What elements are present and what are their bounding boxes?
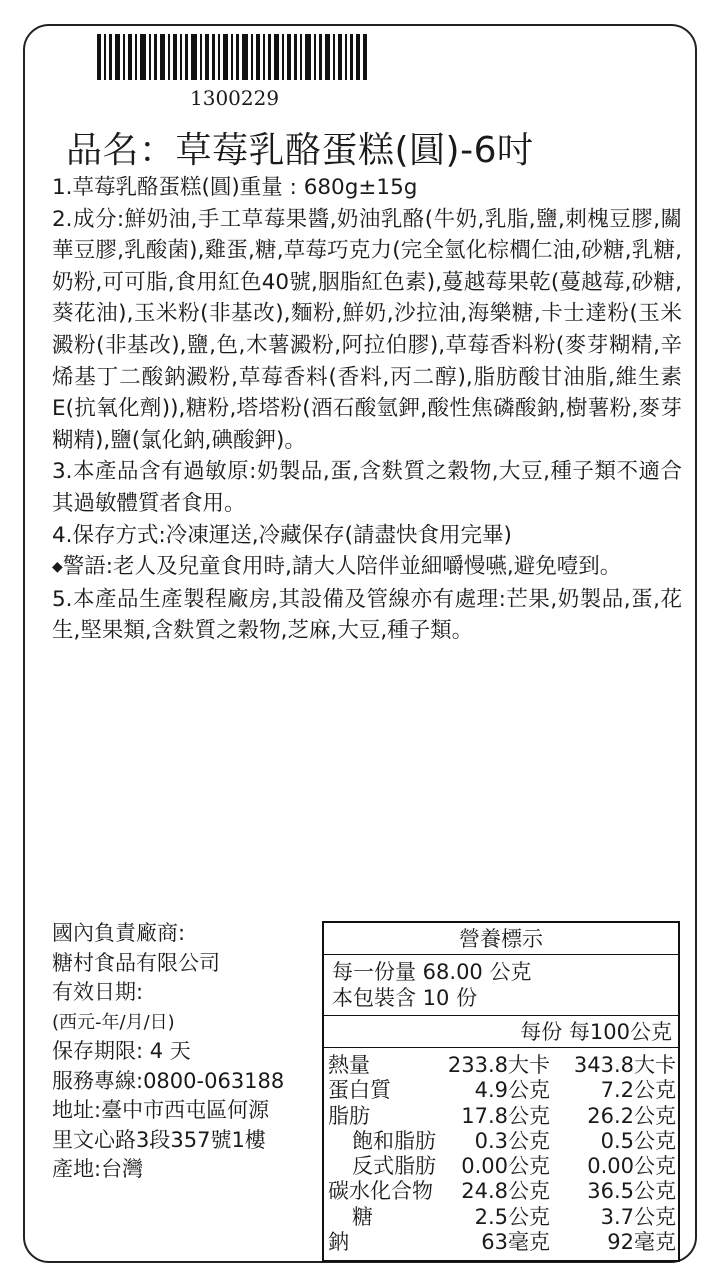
divider (324, 1047, 678, 1048)
nutrient-per-serving: 233.8大卡 (447, 1053, 550, 1077)
nutrition-title: 營養標示 (324, 923, 678, 955)
col-per-100g: 每100公克 (568, 1020, 672, 1044)
nutrient-per-100g: 0.5公克 (600, 1128, 676, 1153)
nutrient-per-100g: 3.7公克 (600, 1204, 676, 1229)
nutrient-per-serving: 17.8公克 (461, 1103, 550, 1128)
nutrient-per-serving: 0.00公克 (461, 1154, 550, 1179)
weight-line: 1.草莓乳酪蛋糕(圓)重量 : 680g±15g (52, 175, 418, 200)
manufacturer-name: 糖村食品有限公司 (52, 950, 220, 975)
nutrient-name: 反式脂肪 (352, 1154, 436, 1179)
nutrient-name: 糖 (352, 1204, 373, 1229)
barcode (97, 34, 367, 80)
nutrient-name: 飽和脂肪 (352, 1128, 436, 1153)
servings-per-pack: 本包裝含 10 份 (332, 986, 478, 1010)
expiry-label: 有效日期: (52, 980, 144, 1004)
nutrient-per-100g: 7.2公克 (600, 1078, 676, 1103)
nutrition-row (328, 1230, 676, 1255)
manufacturer-label: 國內負責廠商: (52, 921, 186, 945)
nutrient-per-100g: 92毫克 (607, 1230, 676, 1255)
nutrient-per-serving: 2.5公克 (474, 1204, 550, 1229)
nutrition-row (328, 1205, 676, 1230)
nutrition-row (328, 1053, 676, 1078)
nutrient-per-serving: 24.8公克 (461, 1179, 550, 1204)
serving-size: 每一份量 68.00 公克 (332, 960, 532, 984)
product-title: 品名：草莓乳酪蛋糕(圓)-6吋 (66, 130, 534, 171)
ingredients: 2.成分:鮮奶油,手工草莓果醬,奶油乳酪(牛奶,乳脂,鹽,刺槐豆膠,關華豆膠,乳酸菌),雞蛋,糖,草莓巧克力(完全氫化棕櫚仁油,砂糖,乳糖,奶粉,可可脂,食用紅色40號,胭脂紅色素),蔓越莓果乾(蔓越莓,砂糖,葵花油),玉米粉(非基改),麵粉,鮮奶,沙拉油,海樂糖,卡士達粉(玉米澱粉(非基改),鹽,色,木薯澱粉,阿拉伯膠),草莓香料粉(麥芽糊精,辛烯基丁二酸鈉澱粉,草莓香料(香料,丙二醇),脂肪酸甘油脂,維生素E(抗氧化劑)),糖粉,塔塔粉(酒石酸氫鉀,酸性焦磷酸鈉,樹薯粉,麥芽糊精),鹽(氯化鈉,碘酸鉀)。 (52, 206, 682, 453)
nutrition-row (328, 1078, 676, 1103)
nutrient-name: 脂肪 (328, 1103, 370, 1128)
warning-notice (52, 551, 682, 584)
address-line-2: 里文心路3段357號1樓 (52, 1127, 266, 1152)
nutrient-name: 碳水化合物 (328, 1179, 433, 1204)
shelf-life: 保存期限: 4 天 (52, 1039, 191, 1063)
nutrient-per-serving: 4.9公克 (474, 1078, 550, 1103)
company-info (52, 919, 322, 1185)
nutrition-row (328, 1179, 676, 1204)
nutrition-row (328, 1154, 676, 1179)
warning-text: 警語:老人及兒童食用時,請大人陪伴並細嚼慢嚥,避免噎到。 (62, 554, 622, 580)
nutrition-serving (332, 959, 531, 1011)
nutrient-per-serving: 0.3公克 (474, 1128, 550, 1153)
nutrition-header (520, 1017, 672, 1047)
nutrient-per-100g: 26.2公克 (587, 1103, 676, 1128)
nutrition-rows (328, 1053, 676, 1255)
nutrient-per-serving: 63毫克 (481, 1230, 550, 1255)
nutrient-name: 蛋白質 (328, 1078, 391, 1103)
service-hotline: 服務專線:0800-063188 (52, 1068, 285, 1093)
nutrition-row (328, 1129, 676, 1154)
nutrition-table (322, 921, 680, 1262)
facility-notice: 5.本產品生產製程廠房,其設備及管線亦有處理:芒果,奶製品,蛋,花生,堅果類,含麩質之穀物,芝麻,大豆,種子類。 (52, 586, 682, 644)
nutrition-row (328, 1104, 676, 1129)
barcode-number: 1300229 (190, 86, 280, 110)
expiry-format: (西元-年/月/日) (52, 1011, 175, 1033)
origin: 產地:台灣 (52, 1157, 144, 1181)
nutrient-name: 鈉 (328, 1230, 349, 1255)
col-per-serving: 每份 (520, 1020, 563, 1044)
divider (324, 1015, 678, 1016)
diamond-icon: ◆ (52, 559, 63, 576)
label-body (52, 172, 682, 647)
nutrient-per-100g: 343.8大卡 (573, 1053, 676, 1077)
nutrient-per-100g: 36.5公克 (587, 1179, 676, 1204)
nutrient-name: 熱量 (328, 1053, 370, 1077)
address-line-1: 地址:臺中市西屯區何源 (52, 1098, 270, 1122)
storage-method: 4.保存方式:冷凍運送,冷藏保存(請盡快食用完畢) (52, 522, 512, 548)
nutrient-per-100g: 0.00公克 (587, 1154, 676, 1179)
allergen-notice: 3.本產品含有過敏原:奶製品,蛋,含麩質之穀物,大豆,種子類不適合其過敏體質者食用。 (52, 459, 682, 516)
